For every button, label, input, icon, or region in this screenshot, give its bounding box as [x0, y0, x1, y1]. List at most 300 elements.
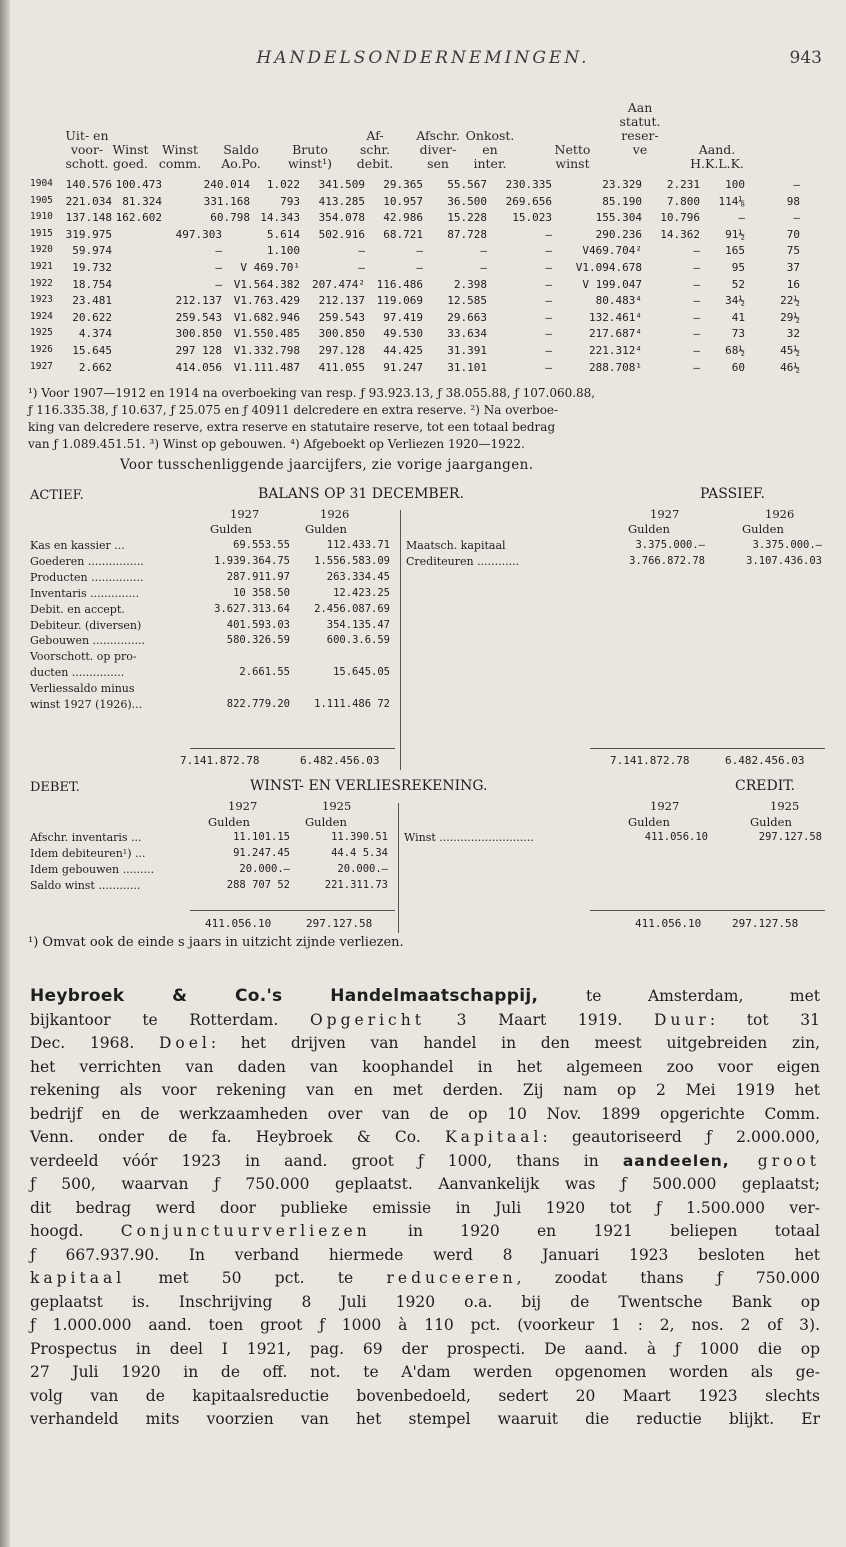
table-cell: —: [215, 277, 222, 291]
table-header-cell: Aand.: [698, 142, 736, 157]
pnl-credit-label: CREDIT.: [735, 778, 795, 794]
table-cell: 259.543: [175, 310, 222, 324]
table-header-cell: Af-: [366, 128, 384, 143]
asset-value-a: 2.661.55: [239, 666, 290, 679]
table-cell: 132.461⁴: [589, 310, 642, 324]
pnl-year-a-right: 1927: [650, 799, 680, 813]
table-cell: —: [545, 310, 552, 324]
table-cell: —: [545, 277, 552, 291]
balance-total-right-b: 6.482.456.03: [725, 754, 805, 767]
table-cell: V1.564.382: [233, 277, 300, 291]
page-header: [0, 48, 846, 78]
asset-value-b: 15.645.05: [333, 666, 390, 679]
asset-value-a: 401.593.03: [226, 618, 290, 631]
table-cell: 68½: [725, 344, 745, 357]
table-cell: 1920: [30, 244, 53, 256]
liability-value-b: 3.375.000.—: [752, 539, 822, 551]
table-cell: —: [693, 244, 700, 258]
table-row: [0, 261, 846, 277]
table-cell: 18.754: [72, 277, 112, 291]
article-text: geplaatst is. Inschrijving 8 Juli 1920 o.a. bij de Twentsche Bank op: [30, 1292, 820, 1311]
article-emphasis: aandeelen,: [622, 1151, 730, 1170]
pnl-year-b-left: 1925: [322, 799, 352, 813]
asset-value-a: 3.627.313.64: [214, 602, 290, 615]
article-text: ƒ 667.937.90. In verband hiermede werd 8 Januari 1923 besloten het: [30, 1245, 820, 1264]
pnl-unit-b-left: Gulden: [305, 815, 347, 829]
article-text: 27 Juli 1920 in de off. not. te A'dam werden opgenomen worden als ge-: [30, 1363, 820, 1381]
table-cell: —: [545, 227, 552, 241]
table-cell: V1.094.678: [575, 261, 642, 274]
article-text: bijkantoor te Rotterdam.: [30, 1010, 310, 1029]
table-cell: 85.190: [602, 194, 642, 208]
asset-label: winst 1927 (1926)...: [30, 698, 143, 711]
asset-value-b: 263.334.45: [326, 570, 390, 583]
table-header-cell: statut.: [619, 114, 661, 129]
table-cell: 59.974: [72, 244, 112, 258]
table-cell: 91.247: [383, 360, 423, 374]
balance-actief-label: ACTIEF.: [30, 488, 84, 503]
table-cell: 259.543: [318, 310, 365, 324]
table-cell: 414.056: [175, 360, 222, 374]
pnl-unit-a-right: Gulden: [628, 815, 670, 829]
table-cell: 297.128: [318, 344, 365, 357]
article-emphasis: Kapitaal: [445, 1128, 543, 1146]
liability-value-a: 3.766.872.78: [629, 554, 705, 567]
table-cell: 32: [786, 327, 800, 341]
article-line: [30, 1385, 820, 1409]
pnl-total-rule-right: [590, 910, 825, 911]
table-cell: 217.687⁴: [589, 327, 642, 341]
table-cell: 68.721: [383, 227, 423, 241]
table-cell: —: [358, 244, 365, 258]
article-line: [30, 1150, 820, 1174]
asset-label: Inventaris ..............: [30, 586, 140, 600]
liability-value-a: 3.375.000.—: [635, 539, 705, 551]
article-text: Dec. 1968.: [30, 1034, 159, 1052]
asset-value-a: 287.911.97: [226, 570, 290, 583]
table-cell: 60.798: [210, 211, 250, 225]
debit-label: Saldo winst ............: [30, 879, 141, 892]
pnl-total-right-b: 297.127.58: [732, 917, 799, 930]
table-cell: —: [545, 261, 552, 274]
article-line: [30, 1220, 820, 1244]
balance-total-rule-right: [590, 748, 825, 749]
table-cell: 1925: [30, 327, 53, 339]
balance-total-rule-left: [190, 748, 395, 749]
balance-year-a-left: 1927: [230, 507, 260, 521]
debit-value-a: 91.247.45: [233, 847, 290, 859]
table-header-cell: Ao.Po.: [221, 156, 261, 171]
balance-total-right-a: 7.141.872.78: [610, 754, 690, 767]
table-cell: 14.343: [260, 211, 300, 225]
article-text: met 50 pct. te: [125, 1269, 387, 1287]
table-cell: V 469.70¹: [240, 261, 300, 274]
pnl-divider: [398, 803, 399, 933]
liability-label: Crediteuren ............: [406, 554, 520, 568]
table-header-cell: H.K.L.K.: [690, 156, 744, 171]
article-line: [30, 1032, 820, 1056]
asset-value-b: 1.111.486 72: [314, 698, 390, 710]
table-cell: 70: [786, 227, 800, 241]
asset-label: Producten ...............: [30, 570, 144, 584]
table-cell: 31.391: [447, 344, 487, 357]
table-cell: 1927: [30, 360, 53, 372]
article-line: [30, 1408, 820, 1432]
table-header-cell: Onkost.: [465, 128, 515, 143]
table-header-cell: debit.: [356, 156, 394, 171]
article-text: Prospectus in deel I 1921, pag. 69 der prospecti. De aand. à ƒ 1000 die op: [30, 1339, 820, 1358]
balance-unit-b-left: Gulden: [305, 522, 347, 536]
table-header-cell: diver-: [419, 142, 457, 157]
table-header-cell: inter.: [473, 156, 507, 171]
table-cell: —: [793, 211, 800, 225]
credit-value-b: 297.127.58: [758, 831, 822, 843]
table-header-cell: comm.: [158, 156, 202, 171]
table-cell: V1.111.487: [233, 360, 300, 374]
asset-label: Kas en kassier ...: [30, 539, 125, 552]
article-text: rekening als voor rekening van en met derden. Zij nam op 2 Mei 1919 het: [30, 1081, 820, 1099]
table-cell: 4.374: [78, 327, 112, 341]
asset-value-b: 354.135.47: [326, 618, 390, 631]
table-cell: 137.148: [65, 211, 112, 225]
pnl-total-left-a: 411.056.10: [205, 917, 272, 930]
table-header-cell: sen: [427, 156, 449, 171]
article-text: het verrichten van daden van koophandel in het algemeen zoo voor eigen: [30, 1057, 820, 1076]
table-cell: 269.656: [505, 194, 552, 208]
article-text: ƒ 1.000.000 aand. toen groot ƒ 1000 à 110 pct. (voorkeur 1 : 2, nos. 2 of 3).: [30, 1316, 820, 1334]
table-cell: —: [416, 244, 423, 258]
article-line: [30, 985, 820, 1009]
table-cell: 2.231: [666, 178, 700, 191]
table-row: [0, 294, 846, 310]
table-cell: 15.023: [512, 211, 552, 225]
pnl-debet-label: DEBET.: [30, 780, 80, 795]
table-cell: 300.850: [175, 327, 222, 341]
footnote-line: van ƒ 1.089.451.51. ³) Winst op gebouwen. ⁴) Afgeboekt op Verliezen 1920—1922.: [28, 437, 525, 451]
table-cell: 1910: [30, 211, 53, 223]
table-header-cell: winst¹): [287, 156, 333, 171]
footnote-line: king van delcredere reserve, extra reserve en statutaire reserve, tot een totaal bedrag: [28, 420, 556, 434]
table-header-cell: Uit- en: [65, 128, 109, 143]
table-cell: 119.069: [376, 294, 423, 308]
article-text: bedrijf en de werkzaamheden over van de op 10 Nov. 1899 opgerichte Comm.: [30, 1104, 820, 1123]
debit-value-a: 288 707 52: [226, 879, 290, 891]
asset-value-a: 10 358.50: [233, 586, 290, 599]
table-header-cell: goed.: [113, 156, 148, 171]
article-line: [30, 1009, 820, 1033]
table-row: [0, 178, 846, 194]
debit-value-b: 11.390.51: [331, 831, 388, 843]
credit-value-a: 411.056.10: [644, 831, 708, 843]
table-cell: —: [480, 261, 487, 274]
balance-total-left-b: 6.482.456.03: [300, 754, 380, 767]
table-cell: 81.324: [122, 194, 162, 208]
table-cell: —: [545, 344, 552, 357]
table-cell: 1905: [30, 194, 53, 206]
asset-value-b: 2.456.087.69: [314, 602, 390, 615]
table-header-cell: Bruto: [292, 142, 328, 157]
pnl-total-right-a: 411.056.10: [635, 917, 702, 930]
table-cell: 288.708¹: [589, 360, 642, 374]
company-article: [30, 985, 820, 1432]
table-header-cell: ve: [632, 142, 648, 157]
table-header-cell: Aan: [627, 100, 653, 115]
asset-value-a: 69.553.55: [233, 539, 290, 551]
table-header-cell: schott.: [65, 156, 109, 171]
table-cell: 73: [731, 327, 745, 341]
table-cell: 10.796: [660, 211, 700, 225]
table-cell: 97.419: [383, 310, 423, 324]
article-line: [30, 1173, 820, 1197]
pnl-title: WINST- EN VERLIESREKENING.: [250, 778, 488, 794]
table-cell: 46½: [780, 360, 800, 374]
table-cell: 91½: [725, 227, 745, 241]
debit-value-b: 20.000.—: [337, 863, 388, 875]
table-cell: —: [693, 294, 700, 308]
table-cell: 33.634: [447, 327, 487, 341]
table-cell: 23.481: [72, 294, 112, 308]
table-cell: 100.473: [115, 178, 162, 191]
table-header-cell: Winst: [161, 142, 199, 157]
table-cell: 29.663: [447, 310, 487, 324]
asset-label: Debiteur. (diversen): [30, 618, 142, 632]
table-cell: 1904: [30, 178, 53, 189]
table-cell: 165: [725, 244, 745, 258]
table-cell: —: [480, 244, 487, 258]
article-text: verdeeld vóór 1923 in aand. groot ƒ 1000, thans in: [30, 1151, 623, 1170]
table-header-cell: voor-: [70, 142, 104, 157]
table-cell: 22½: [780, 294, 800, 308]
table-cell: V1.332.798: [233, 344, 300, 357]
table-cell: 98: [786, 194, 800, 208]
asset-label: ducten ...............: [30, 666, 125, 680]
article-text: , zoodat thans ƒ 750.000: [516, 1269, 820, 1287]
table-cell: 1926: [30, 344, 53, 355]
article-emphasis: Opgericht: [309, 1010, 425, 1029]
article-emphasis: Doel: [158, 1034, 211, 1052]
table-cell: 114⅛: [718, 194, 745, 208]
table-cell: 207.474²: [312, 277, 365, 291]
article-emphasis: groot: [729, 1151, 820, 1170]
article-text: volg van de kapitaalsreductie bovenbedoeld, sedert 20 Maart 1923 slechts: [30, 1386, 820, 1405]
article-text: : tot 31: [709, 1010, 820, 1029]
table-cell: 45½: [780, 344, 800, 357]
table-header-cell: Saldo: [223, 142, 259, 157]
debit-value-b: 221.311.73: [324, 879, 388, 891]
debit-label: Idem debiteuren¹) ...: [30, 847, 146, 860]
table-cell: 212.137: [175, 294, 222, 308]
table-cell: 140.576: [65, 178, 112, 191]
table-row: [0, 361, 846, 377]
table-cell: 116.486: [376, 277, 423, 291]
table-cell: 100: [725, 178, 745, 191]
table-cell: —: [416, 261, 423, 274]
table-cell: 1921: [30, 261, 53, 272]
table-row: [0, 327, 846, 343]
table-header-cell: Afschr.: [416, 128, 460, 143]
table-cell: 502.916: [318, 227, 365, 241]
article-text: in 1920 en 1921 beliepen totaal: [370, 1222, 820, 1240]
table-cell: 297 128: [175, 344, 222, 357]
table-cell: 1924: [30, 310, 53, 322]
table-cell: 1.100: [266, 244, 300, 258]
table-cell: —: [545, 327, 552, 341]
table-cell: 5.614: [266, 227, 300, 241]
pnl-unit-b-right: Gulden: [750, 815, 792, 829]
table-cell: 497.303: [175, 227, 222, 241]
article-line: [30, 1079, 820, 1103]
debit-label: Idem gebouwen .........: [30, 863, 155, 876]
table-cell: V469.704²: [582, 244, 642, 258]
table-cell: 2.398: [453, 277, 487, 291]
table-cell: —: [693, 344, 700, 357]
table-cell: V1.682.946: [233, 310, 300, 324]
table-cell: 12.585: [447, 294, 487, 308]
table-cell: 29.365: [383, 178, 423, 191]
article-text: 3 Maart 1919.: [424, 1010, 655, 1029]
table-cell: 162.602: [115, 211, 162, 225]
balance-year-a-right: 1927: [650, 507, 680, 521]
table-header-cell: Winst: [112, 142, 149, 157]
table-cell: 41: [731, 310, 745, 324]
table-cell: 23.329: [602, 178, 642, 191]
asset-label: Verliessaldo minus: [30, 682, 135, 696]
article-text: ƒ 500, waarvan ƒ 750.000 geplaatst. Aanvankelijk was ƒ 500.000 geplaatst;: [30, 1175, 820, 1193]
table-cell: 331.168: [203, 194, 250, 208]
balance-passief-label: PASSIEF.: [700, 486, 765, 502]
table-cell: —: [693, 261, 700, 274]
table-cell: —: [545, 244, 552, 258]
debit-value-a: 20.000.—: [239, 863, 290, 875]
table-cell: 49.530: [383, 327, 423, 341]
table-cell: 413.285: [318, 194, 365, 208]
table-cell: 10.957: [383, 194, 423, 208]
balance-year-b-left: 1926: [320, 507, 350, 521]
page-number: 943: [789, 48, 822, 68]
balance-title: BALANS OP 31 DECEMBER.: [258, 486, 464, 502]
table-cell: 240.014: [203, 178, 250, 191]
asset-value-b: 600.3.6.59: [326, 634, 390, 647]
table-cell: 7.800: [666, 194, 700, 208]
article-text: dit bedrag werd door publieke emissie in Juli 1920 tot ƒ 1.500.000 ver-: [30, 1198, 820, 1217]
table-cell: 212.137: [318, 294, 365, 308]
table-cell: —: [693, 360, 700, 374]
pnl-total-left-b: 297.127.58: [306, 917, 373, 930]
debit-value-a: 11.101.15: [233, 831, 290, 843]
asset-value-a: 580.326.59: [226, 634, 290, 647]
table-cell: V1.763.429: [233, 294, 300, 308]
article-line: [30, 1103, 820, 1127]
balance-year-b-right: 1926: [765, 507, 795, 521]
table-cell: 44.425: [383, 344, 423, 357]
table-cell: —: [693, 310, 700, 324]
table-cell: —: [215, 261, 222, 274]
article-text: : geautoriseerd ƒ 2.000.000,: [542, 1128, 820, 1146]
table-cell: 230.335: [505, 178, 552, 191]
asset-value-b: 12.423.25: [333, 586, 390, 599]
article-line: [30, 1314, 820, 1338]
pnl-year-b-right: 1925: [770, 799, 800, 813]
debit-value-b: 44.4 5.34: [331, 847, 388, 859]
table-cell: 1922: [30, 277, 53, 289]
table-cell: 42.986: [383, 211, 423, 225]
footnote-line: ƒ 116.335.38, ƒ 10.637, ƒ 25.075 en ƒ 40911 delcredere en extra reserve. ²) Na overboe-: [28, 403, 559, 417]
table-cell: 14.362: [660, 227, 700, 241]
footnote-line: ¹) Voor 1907—1912 en 1914 na overboeking van resp. ƒ 93.923.13, ƒ 38.055.88, ƒ 107.060.88,: [28, 386, 596, 400]
table-cell: 20.622: [72, 310, 112, 324]
credit-label: Winst ...........................: [404, 831, 534, 844]
table-header-cell: en: [482, 142, 498, 157]
table-cell: 60: [731, 360, 745, 374]
article-emphasis: kapitaal: [30, 1269, 126, 1287]
table-cell: —: [738, 211, 745, 225]
article-line: [30, 1361, 820, 1385]
asset-label: Voorschott. op pro-: [30, 650, 137, 664]
table-cell: 87.728: [447, 227, 487, 241]
table-row: [0, 211, 846, 227]
table-row: [0, 228, 846, 244]
table-cell: 411.055: [318, 360, 365, 374]
asset-value-b: 1.556.583.09: [314, 554, 390, 567]
liability-label: Maatsch. kapitaal: [406, 539, 506, 552]
article-text: Venn. onder de fa. Heybroek & Co.: [30, 1128, 446, 1146]
table-header-cell: winst: [555, 156, 590, 171]
article-text: verhandeld mits voorzien van het stempel waaruit die reductie blijkt. Er: [30, 1410, 820, 1428]
table-row: [0, 195, 846, 211]
table-cell: 34½: [725, 294, 745, 308]
debit-label: Afschr. inventaris ...: [30, 831, 142, 844]
balance-unit-a-left: Gulden: [210, 522, 252, 536]
table-cell: 341.509: [318, 178, 365, 191]
table-cell: 221.034: [65, 194, 112, 208]
table-cell: 1923: [30, 294, 53, 306]
table-cell: V 199.047: [582, 277, 642, 291]
table-cell: 1915: [30, 227, 53, 239]
pnl-footnote: ¹) Omvat ook de einde s jaars in uitzicht zijnde verliezen.: [28, 935, 404, 950]
table-cell: 37: [786, 261, 800, 274]
article-line: [30, 1056, 820, 1080]
balance-total-left-a: 7.141.872.78: [180, 754, 260, 767]
table-row: [0, 244, 846, 260]
table-cell: 15.645: [72, 344, 112, 357]
table-cell: —: [693, 277, 700, 291]
article-line: [30, 1244, 820, 1268]
table-cell: 221.312⁴: [589, 344, 642, 357]
table-cell: V1.550.485: [233, 327, 300, 341]
table-cell: 15.228: [447, 211, 487, 225]
article-text: : het drijven van handel in den meest uitgebreiden zin,: [210, 1034, 820, 1052]
table-cell: 55.567: [447, 178, 487, 191]
balance-unit-a-right: Gulden: [628, 522, 670, 536]
table-cell: 290.236: [595, 227, 642, 241]
table-cell: 300.850: [318, 327, 365, 341]
table-cell: 2.662: [78, 360, 112, 374]
asset-label: Goederen ................: [30, 554, 144, 568]
company-name: Heybroek & Co.'s Handelmaatschappij,: [30, 986, 587, 1006]
table-cell: 19.732: [72, 261, 112, 274]
asset-value-a: 1.939.364.75: [214, 554, 290, 567]
table-cell: 95: [731, 261, 745, 274]
table-cell: 793: [280, 194, 300, 208]
asset-label: Gebouwen ...............: [30, 634, 146, 648]
article-text: hoogd.: [30, 1222, 121, 1240]
pnl-unit-a-left: Gulden: [208, 815, 250, 829]
article-line: [30, 1126, 820, 1150]
table-cell: —: [693, 327, 700, 341]
running-title: HANDELSONDERNEMINGEN.: [256, 48, 590, 68]
article-text: te Amsterdam, met: [586, 987, 820, 1005]
article-emphasis: reduceeren: [386, 1269, 517, 1287]
